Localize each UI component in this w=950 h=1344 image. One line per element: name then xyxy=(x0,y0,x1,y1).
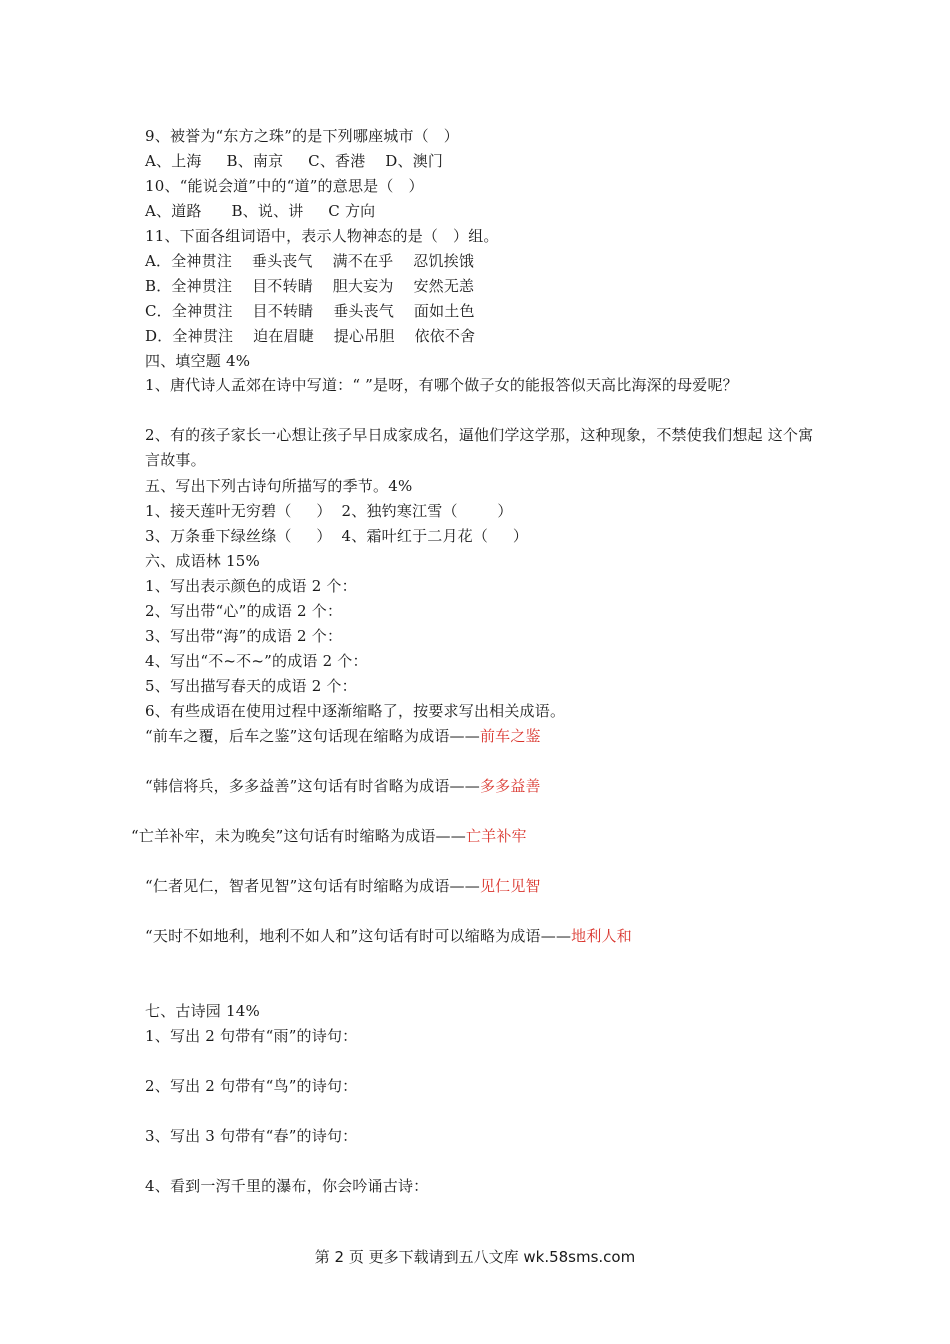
idiom-prompt: “亡羊补牢，未为晚矣”这句话有时缩略为成语—— xyxy=(131,827,466,845)
q11-option-b: B．全神贯注 目不转睛 胆大妄为 安然无恙 xyxy=(145,277,475,295)
section-5-line-1: 1、接天莲叶无穷碧（ ） 2、独钓寒江雪（ ） xyxy=(145,502,513,520)
section-6-item-1: 1、写出表示颜色的成语 2 个： xyxy=(145,577,357,595)
idiom-answer: 亡羊补牢 xyxy=(465,827,527,845)
section-5-line-2: 3、万条垂下绿丝绦（ ） 4、霜叶红于二月花（ ） xyxy=(145,527,529,545)
section-7-item-3: 3、写出 3 句带有“春”的诗句： xyxy=(145,1127,358,1145)
idiom-row-1 xyxy=(145,726,541,746)
section-7-item-4: 4、看到一泻千里的瀑布，你会吟诵古诗： xyxy=(145,1177,429,1195)
section-4-item-2: 2、有的孩子家长一心想让孩子早日成家成名，逼他们学这学那，这种现象，不禁使我们想起 这个寓言故事。 xyxy=(145,426,814,469)
idiom-row-5 xyxy=(145,926,632,946)
q10-options: A、道路 B、说、讲 C 方向 xyxy=(145,202,376,220)
section-7-item-1: 1、写出 2 句带有“雨”的诗句： xyxy=(145,1027,358,1045)
section-6-item-5: 5、写出描写春天的成语 2 个： xyxy=(145,677,357,695)
q11-option-c: C．全神贯注 目不转睛 垂头丧气 面如土色 xyxy=(145,302,475,320)
section-6-item-4: 4、写出“不~不~”的成语 2 个： xyxy=(145,652,368,670)
section-7-heading: 七、古诗园 14% xyxy=(145,1002,260,1020)
idiom-row-4 xyxy=(145,876,541,896)
section-6-item-6: 6、有些成语在使用过程中逐渐缩略了，按要求写出相关成语。 xyxy=(145,702,566,720)
page-footer: 第 2 页 更多下载请到五八文库 wk.58sms.com xyxy=(314,1248,636,1266)
q11-option-d: D．全神贯注 迫在眉睫 提心吊胆 依依不舍 xyxy=(145,327,476,345)
idiom-answer: 前车之鉴 xyxy=(479,727,541,745)
section-4-heading: 四、填空题 4% xyxy=(145,352,251,370)
q9: 9、被誉为“东方之珠”的是下列哪座城市（ ） xyxy=(145,127,459,145)
idiom-answer: 多多益善 xyxy=(479,777,541,795)
q11: 11、下面各组词语中，表示人物神态的是（ ）组。 xyxy=(145,227,499,245)
q11-option-a: A．全神贯注 垂头丧气 满不在乎 忍饥挨饿 xyxy=(145,252,475,270)
q9-options: A、上海 B、南京 C、香港 D、澳门 xyxy=(145,152,444,170)
idiom-prompt: “韩信将兵，多多益善”这句话有时省略为成语—— xyxy=(145,777,480,795)
section-7-item-2: 2、写出 2 句带有“鸟”的诗句： xyxy=(145,1077,358,1095)
section-6-item-3: 3、写出带“海”的成语 2 个： xyxy=(145,627,343,645)
section-6-heading: 六、成语林 15% xyxy=(145,552,260,570)
section-5-heading: 五、写出下列古诗句所描写的季节。4% xyxy=(145,477,413,495)
q10: 10、“能说会道”中的“道”的意思是（ ） xyxy=(145,177,424,195)
idiom-row-2 xyxy=(145,776,541,796)
section-6-item-2: 2、写出带“心”的成语 2 个： xyxy=(145,602,343,620)
idiom-answer: 地利人和 xyxy=(571,927,632,945)
idiom-answer: 见仁见智 xyxy=(479,877,541,895)
idiom-row-3 xyxy=(131,826,527,846)
section-4-item-1: 1、唐代诗人孟郊在诗中写道：“ ”是呀，有哪个做子女的能报答似天高比海深的母爱呢？ xyxy=(145,376,738,394)
idiom-prompt: “仁者见仁，智者见智”这句话有时缩略为成语—— xyxy=(145,877,480,895)
idiom-prompt: “前车之覆，后车之鉴”这句话现在缩略为成语—— xyxy=(145,727,480,745)
idiom-prompt: “天时不如地利，地利不如人和”这句话有时可以缩略为成语—— xyxy=(145,927,572,945)
